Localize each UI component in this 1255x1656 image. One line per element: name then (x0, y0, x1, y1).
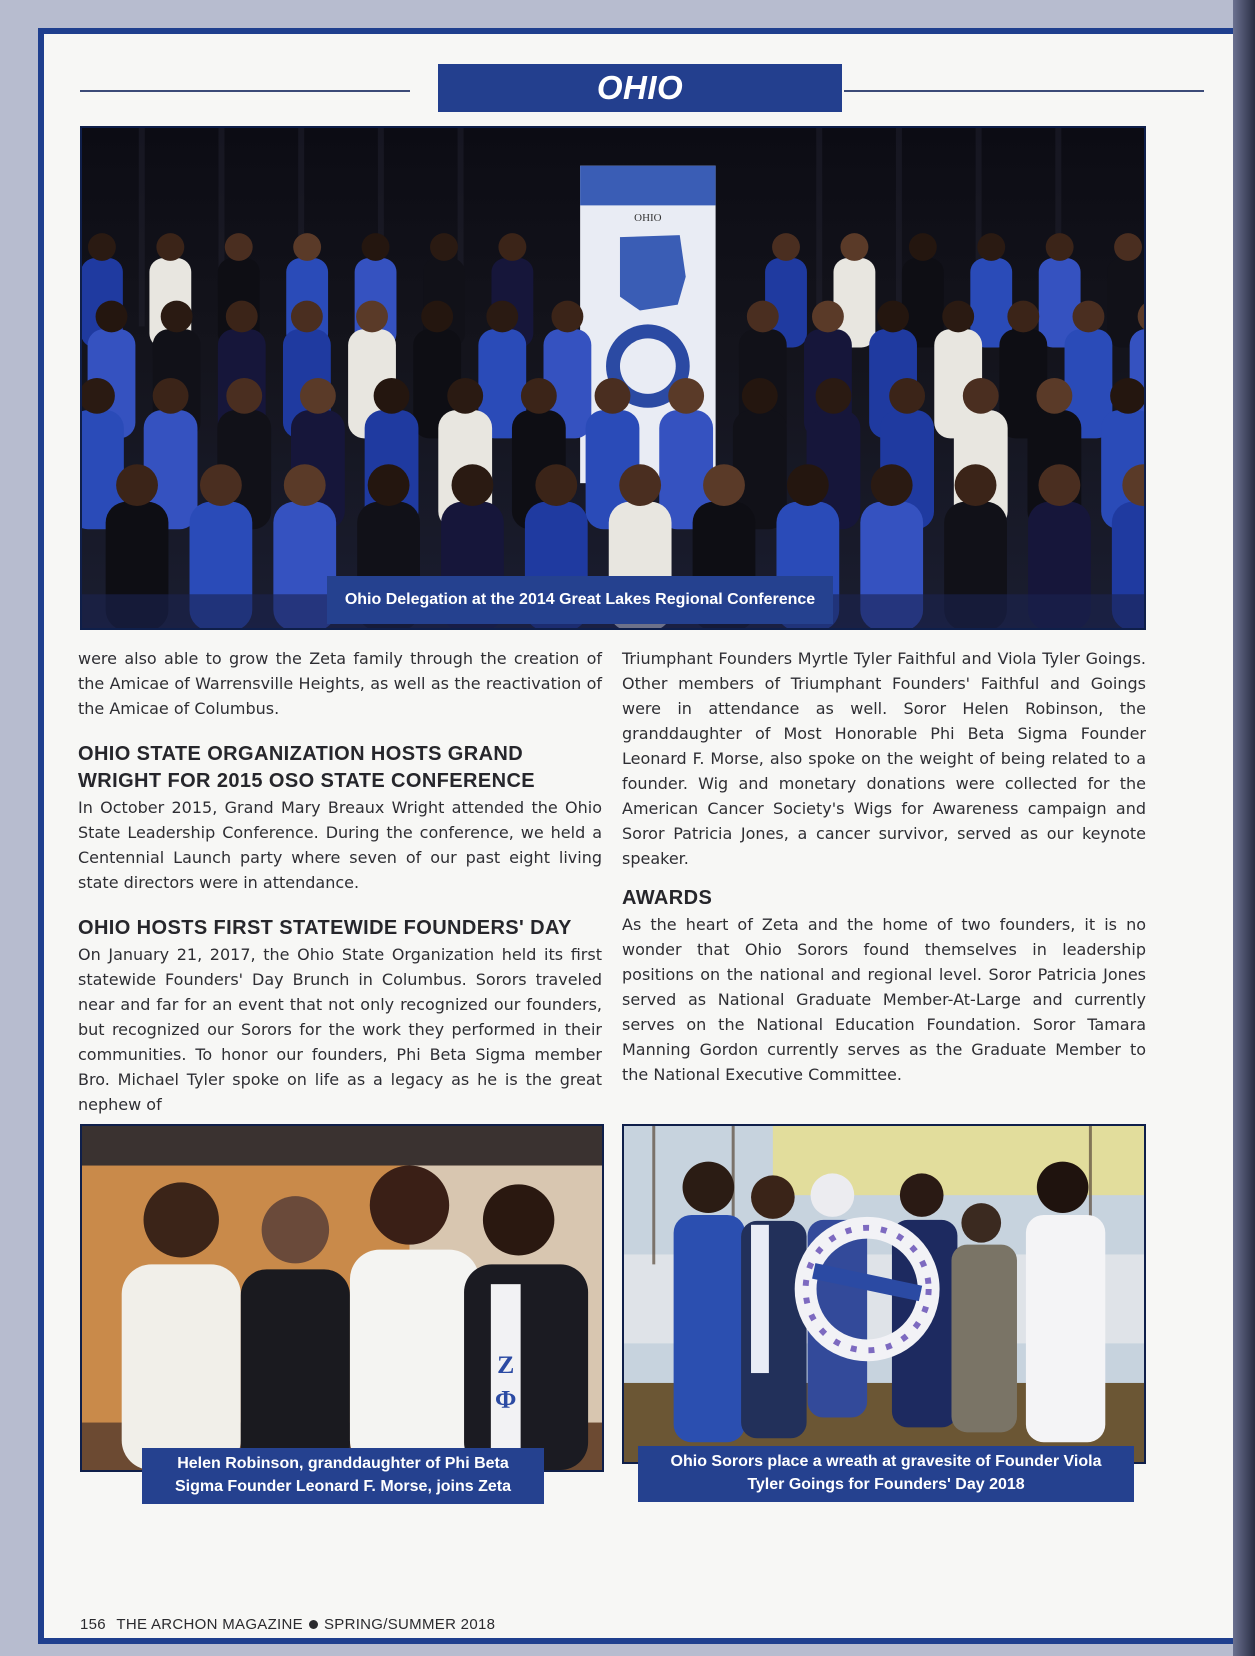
crowd-person-head (1046, 233, 1074, 261)
crowd-person-head (200, 464, 242, 506)
crowd-person-head (877, 301, 909, 333)
crowd-person-head (889, 378, 925, 414)
crowd-person-head (787, 464, 829, 506)
crowd-person-head (498, 233, 526, 261)
issue-label: SPRING/SUMMER 2018 (323, 1616, 496, 1633)
page-footer (80, 1616, 495, 1633)
crowd-person-head (362, 233, 390, 261)
svg-text:Φ: Φ (495, 1384, 517, 1414)
section-heading-awards: AWARDS (622, 887, 713, 909)
crowd-person-head (368, 464, 410, 506)
magazine-page (38, 28, 1246, 1644)
crowd-person-head (300, 378, 336, 414)
article-continued-text: Triumphant Founders Myrtle Tyler Faithful and Viola Tyler Goings. Other members of Triumphant Founders' Faithful and Goings were in attendance as well. Soror Helen Robinson, the granddaughter of Most Honorable Phi Beta Sigma Founder Leonard F. Morse, also spoke on the weight of being related to a founder. Wig and monetary donations were collected for the American Cancer Society's Wigs for Awareness campaign and Soror Patricia Jones, a cancer survivor, served as our keynote speaker. (622, 649, 1146, 868)
section-body-oso-conference: In October 2015, Grand Mary Breaux Wright attended the Ohio State Leadership Conference. During the conference, we held a Centennial Launch party where seven of our past eight living state directors were in attendance. (78, 798, 602, 892)
section-heading-oso-conference: OHIO STATE ORGANIZATION HOSTS GRAND WRIGHT FOR 2015 OSO STATE CONFERENCE (78, 743, 536, 792)
crowd-person-head (116, 464, 158, 506)
crowd-person-head (521, 378, 557, 414)
crowd-person-head (1007, 301, 1039, 333)
section-title-banner: OHIO (438, 64, 842, 112)
section-heading-founders-day: OHIO HOSTS FIRST STATEWIDE FOUNDERS' DAY (78, 917, 572, 939)
group-photo-caption: Ohio Delegation at the 2014 Great Lakes Regional Conference (327, 576, 833, 624)
crowd-person-head (421, 301, 453, 333)
crowd-person-head (88, 233, 116, 261)
crowd-person-head (942, 301, 974, 333)
crowd-person-head (153, 378, 189, 414)
binding-spine (1233, 0, 1255, 1656)
crowd-person-head (293, 233, 321, 261)
crowd-person-head (595, 378, 631, 414)
header-rule-left (80, 90, 410, 92)
svg-text:OHIO: OHIO (634, 212, 662, 225)
article-intro: were also able to grow the Zeta family through the creation of the Amicae of Warrensville Heights, as well as the reactivation of the Amicae of Columbus. (78, 649, 602, 718)
helen-robinson-photo-image (82, 1126, 602, 1470)
crowd-person-head (374, 378, 410, 414)
crowd-person-head (284, 464, 326, 506)
crowd-person-head (226, 301, 258, 333)
crowd-person-head (430, 233, 458, 261)
crowd-person-head (1114, 233, 1142, 261)
crowd-person-head (156, 233, 184, 261)
crowd-person-head (1036, 378, 1072, 414)
crowd-person-head (619, 464, 661, 506)
crowd-person-head (840, 233, 868, 261)
crowd-person-head (551, 301, 583, 333)
crowd-person-head (963, 378, 999, 414)
wreath-photo (622, 1124, 1146, 1464)
crowd-person-head (747, 301, 779, 333)
header-rule-right (844, 90, 1204, 92)
crowd-person-head (535, 464, 577, 506)
crowd-person-head (96, 301, 128, 333)
crowd-person-head (161, 301, 193, 333)
crowd-person-head (226, 378, 262, 414)
crowd-person-head (486, 301, 518, 333)
crowd-person-head (225, 233, 253, 261)
crowd-person-head (772, 233, 800, 261)
wreath-photo-image (624, 1126, 1144, 1462)
crowd-person-head (871, 464, 913, 506)
helen-robinson-photo (80, 1124, 604, 1472)
section-body-founders-day: On January 21, 2017, the Ohio State Organization held its first statewide Founders' Day Brunch in Columbus. Sorors traveled near and far for an event that not only recognized our founders, but recognized our Sorors for the work they performed in their communities. To honor our founders, Phi Beta Sigma member Bro. Michael Tyler spoke on life as a legacy as he is the great nephew of (78, 945, 602, 1114)
crowd-person-head (703, 464, 745, 506)
crowd-person-head (816, 378, 852, 414)
article-left-column (78, 646, 602, 1117)
crowd-person-head (452, 464, 494, 506)
crowd-person-head (977, 233, 1005, 261)
helen-robinson-caption: Helen Robinson, granddaughter of Phi Beta Sigma Founder Leonard F. Morse, joins Zeta (142, 1448, 544, 1504)
crowd-person-head (447, 378, 483, 414)
section-body-awards: As the heart of Zeta and the home of two founders, it is no wonder that Ohio Sorors found themselves in leadership positions on the national and regional level. Soror Patricia Jones served as National Graduate Member-At-Large and currently serves on the National Education Foundation. Soror Tamara Manning Gordon currently serves as the Graduate Member to the National Executive Committee. (622, 915, 1146, 1084)
page-number: 156 (80, 1616, 106, 1633)
group-photo-image (82, 128, 1144, 628)
crowd-person-head (742, 378, 778, 414)
article-right-column (622, 646, 1146, 1087)
crowd-person-head (812, 301, 844, 333)
crowd-person-head (668, 378, 704, 414)
crowd-person-head (356, 301, 388, 333)
crowd-person-head (1038, 464, 1080, 506)
crowd-person-head (909, 233, 937, 261)
wreath-photo-caption: Ohio Sorors place a wreath at gravesite of Founder Viola Tyler Goings for Founders' Day 2018 (638, 1446, 1134, 1502)
crowd-person-head (291, 301, 323, 333)
crowd-person-head (955, 464, 997, 506)
publication-name: THE ARCHON MAGAZINE (116, 1616, 303, 1633)
svg-text:Z: Z (497, 1350, 515, 1380)
group-photo (80, 126, 1146, 630)
bullet-icon (309, 1620, 318, 1629)
crowd-person-head (1073, 301, 1105, 333)
